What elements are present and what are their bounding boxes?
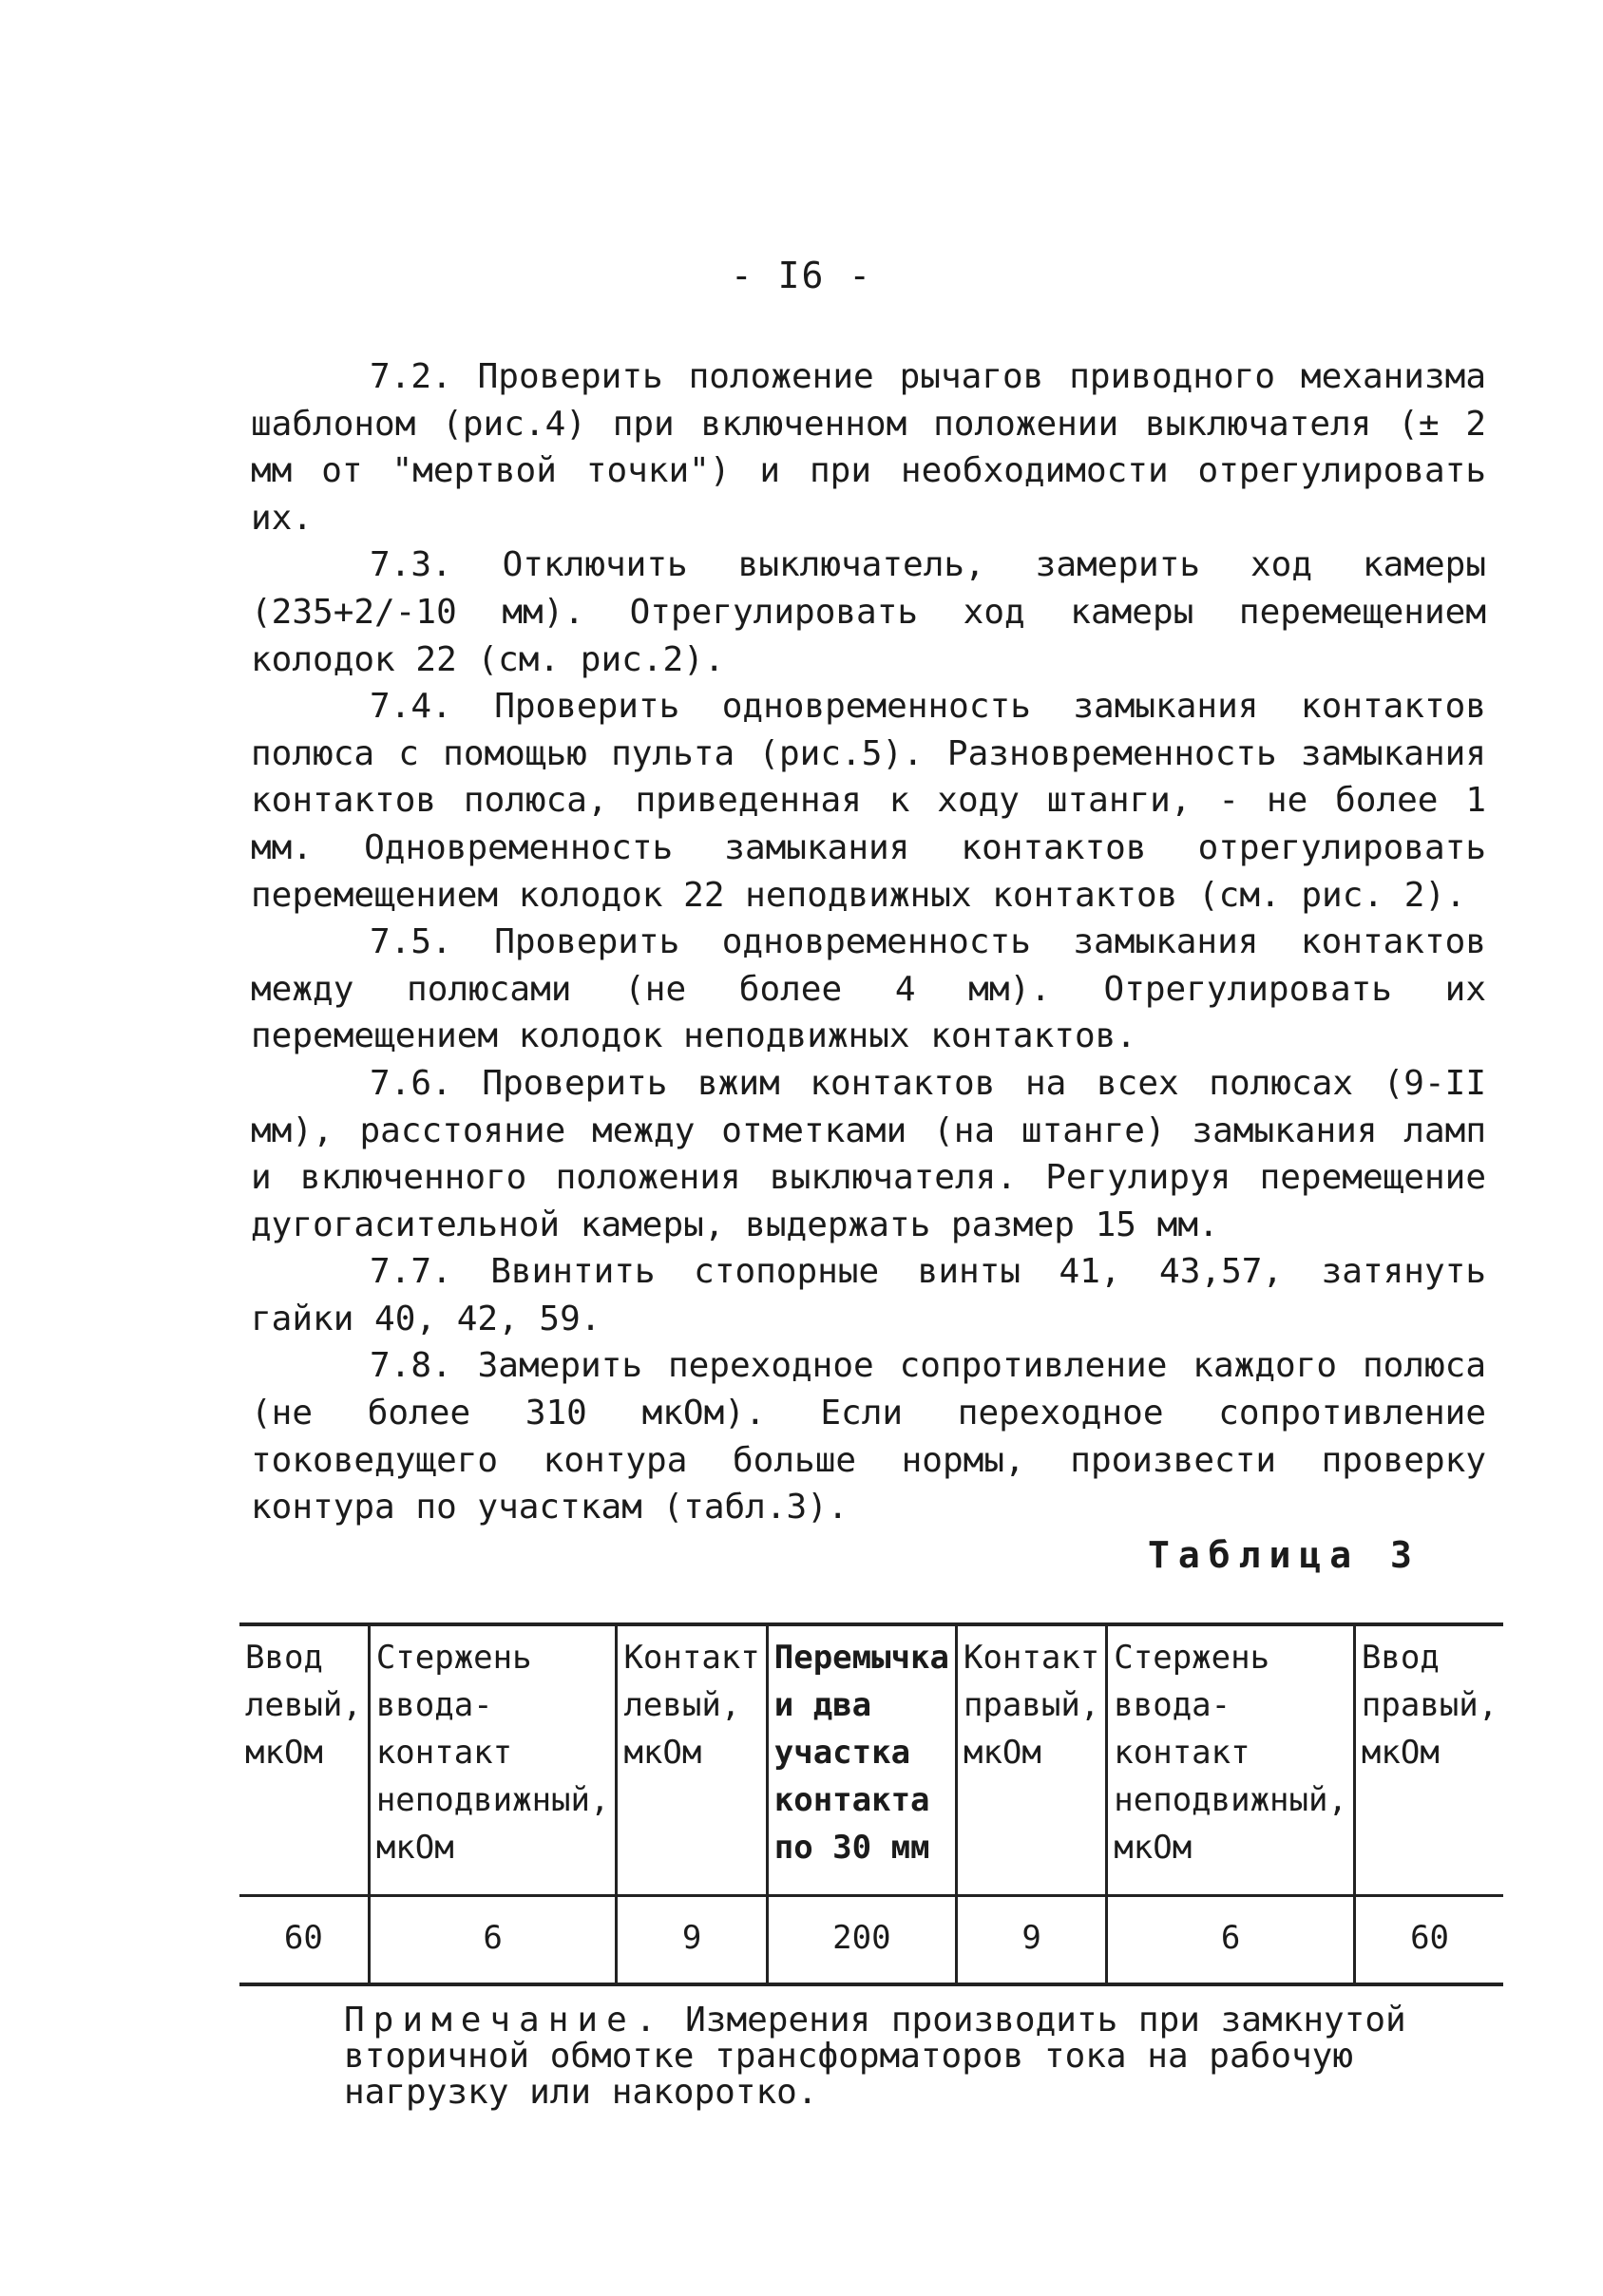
header-jumper: Перемычка и два участка контакта по 30 мм [767, 1624, 956, 1896]
header-rod-contact-left: Стержень ввода-контакт неподвижный, мкОм [369, 1624, 617, 1896]
table-header-row [239, 1624, 1503, 1896]
paragraph-7-5: 7.5. Проверить одновременность замыкания контактов между полюсами (не более 4 мм). Отрегулировать их перемещением колодок неподвижных контактов. [251, 922, 1486, 1056]
cell-contact-right: 9 [956, 1896, 1106, 1985]
paragraph-7-6: 7.6. Проверить вжим контактов на всех полюсах (9-II мм), расстояние между отметками (на штанге) замыкания ламп и включенного положения выключателя. Регулируя перемещение дугогасительной камеры, выдержать размер 15 мм. [251, 1063, 1486, 1244]
resistance-table [239, 1622, 1503, 1986]
note-text: Измерения производить при замкнутой вторичной обмотке трансформаторов тока на рабочую нагрузку или накоротко. [344, 2001, 1406, 2112]
cell-input-right: 60 [1354, 1896, 1503, 1985]
header-input-left: Ввод левый, мкОм [239, 1624, 369, 1896]
paragraph-7-4: 7.4. Проверить одновременность замыкания контактов полюса с помощью пульта (рис.5). Разновременность замыкания контактов полюса, приведенная к ходу штанги, - не более 1 мм. Одновременность замыкания контактов отрегулировать перемещением колодок 22 неподвижных контактов (см. рис. 2). [251, 687, 1486, 915]
cell-jumper: 200 [767, 1896, 956, 1985]
cell-rod-contact-right: 6 [1107, 1896, 1355, 1985]
page-number: - I6 - [730, 255, 873, 296]
note [344, 2002, 1484, 2111]
cell-rod-contact-left: 6 [369, 1896, 617, 1985]
body-text [251, 353, 1486, 1531]
paragraph-7-8: 7.8. Замерить переходное сопротивление каждого полюса (не более 310 мкОм). Если переходное сопротивление токоведущего контура больше нормы, произвести проверку контура по участкам (табл.3). [251, 1346, 1486, 1528]
header-input-right: Ввод правый, мкОм [1354, 1624, 1503, 1896]
header-contact-left: Контакт левый, мкОм [617, 1624, 767, 1896]
paragraph-7-3: 7.3. Отключить выключатель, замерить ход камеры (235+2/-10 мм). Отрегулировать ход камеры перемещением колодок 22 (см. рис.2). [251, 545, 1486, 679]
paragraph-7-7: 7.7. Ввинтить стопорные винты 41, 43,57, затянуть гайки 40, 42, 59. [251, 1252, 1486, 1338]
note-label: Примечание. [344, 2001, 665, 2040]
table-caption: Таблица 3 [1148, 1534, 1421, 1576]
header-contact-right: Контакт правый, мкОм [956, 1624, 1106, 1896]
table-row [239, 1896, 1503, 1985]
header-rod-contact-right: Стержень ввода-контакт неподвижный, мкОм [1107, 1624, 1355, 1896]
cell-input-left: 60 [239, 1896, 369, 1985]
cell-contact-left: 9 [617, 1896, 767, 1985]
paragraph-7-2: 7.2. Проверить положение рычагов приводного механизма шаблоном (рис.4) при включенном положении выключателя (± 2 мм от "мертвой точки") и при необходимости отрегулировать их. [251, 357, 1486, 538]
